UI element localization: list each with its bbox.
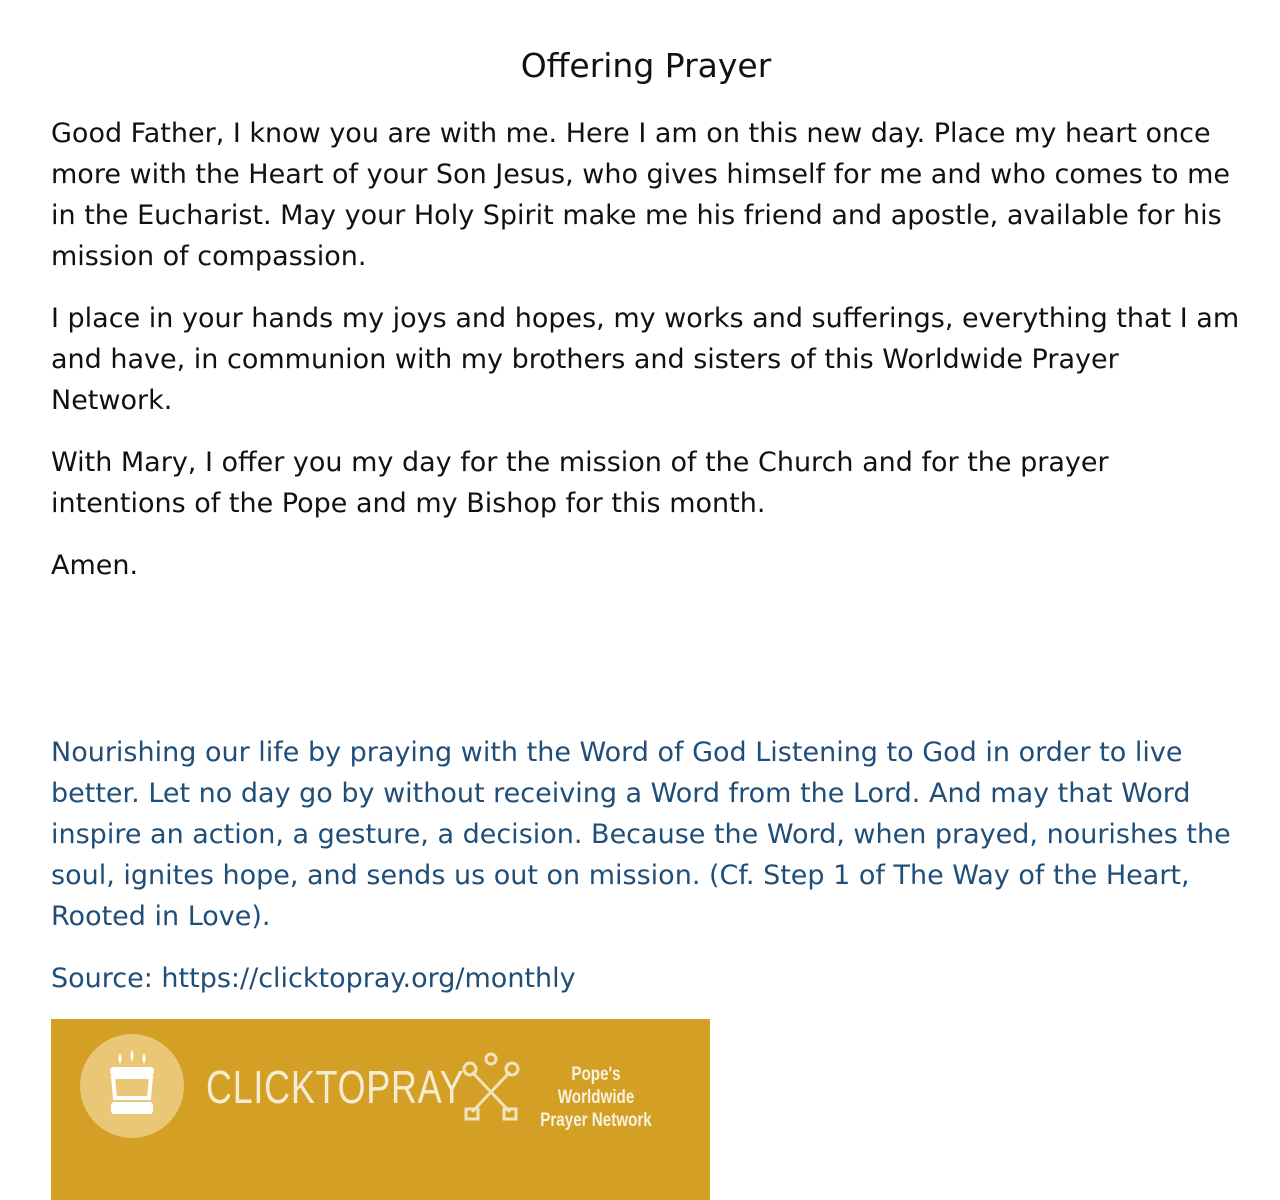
prayer-paragraph: Good Father, I know you are with me. Here I am on this new day. Place my heart once more with the Heart of your Son Jesus, who gives himself for me and who comes to me in the Eucharist. May your Holy Spirit make me his friend and apostle, available for his mission of compassion. (51, 118, 1231, 272)
network-line-1: Pope's Worldwide (557, 1064, 635, 1108)
reflection-note (51, 732, 1251, 1020)
prayer-text (51, 113, 1241, 607)
page-title: Offering Prayer (520, 46, 772, 85)
candle-icon (80, 1034, 184, 1138)
source-link[interactable]: Source: https://clicktopray.org/monthly (51, 963, 576, 994)
network-name (536, 1063, 656, 1132)
reflection-text: Nourishing our life by praying with the Word of God Listening to God in order to live better. Let no day go by without receiving a Word from the Lord. And may that Word inspire an action, a gesture, a decision. Because the Word, when prayed, nourishes the soul, ignites hope, and sends us out on mission. (Cf. Step 1 of The Way of the Heart, Rooted in Love). (51, 737, 1231, 932)
prayer-paragraph: I place in your hands my joys and hopes, my works and sufferings, everything that I am and have, in communion with my brothers and sisters of this Worldwide Prayer Network. (51, 303, 1240, 416)
brand-name: CLICKTOPRAY (206, 1061, 465, 1113)
clicktopray-banner[interactable] (51, 1019, 710, 1200)
network-line-2: Prayer Network (540, 1110, 652, 1131)
prayer-amen: Amen. (51, 550, 139, 581)
crossed-keys-icon (461, 1049, 521, 1131)
prayer-paragraph: With Mary, I offer you my day for the mission of the Church and for the prayer intentions of the Pope and my Bishop for this month. (51, 447, 1109, 519)
